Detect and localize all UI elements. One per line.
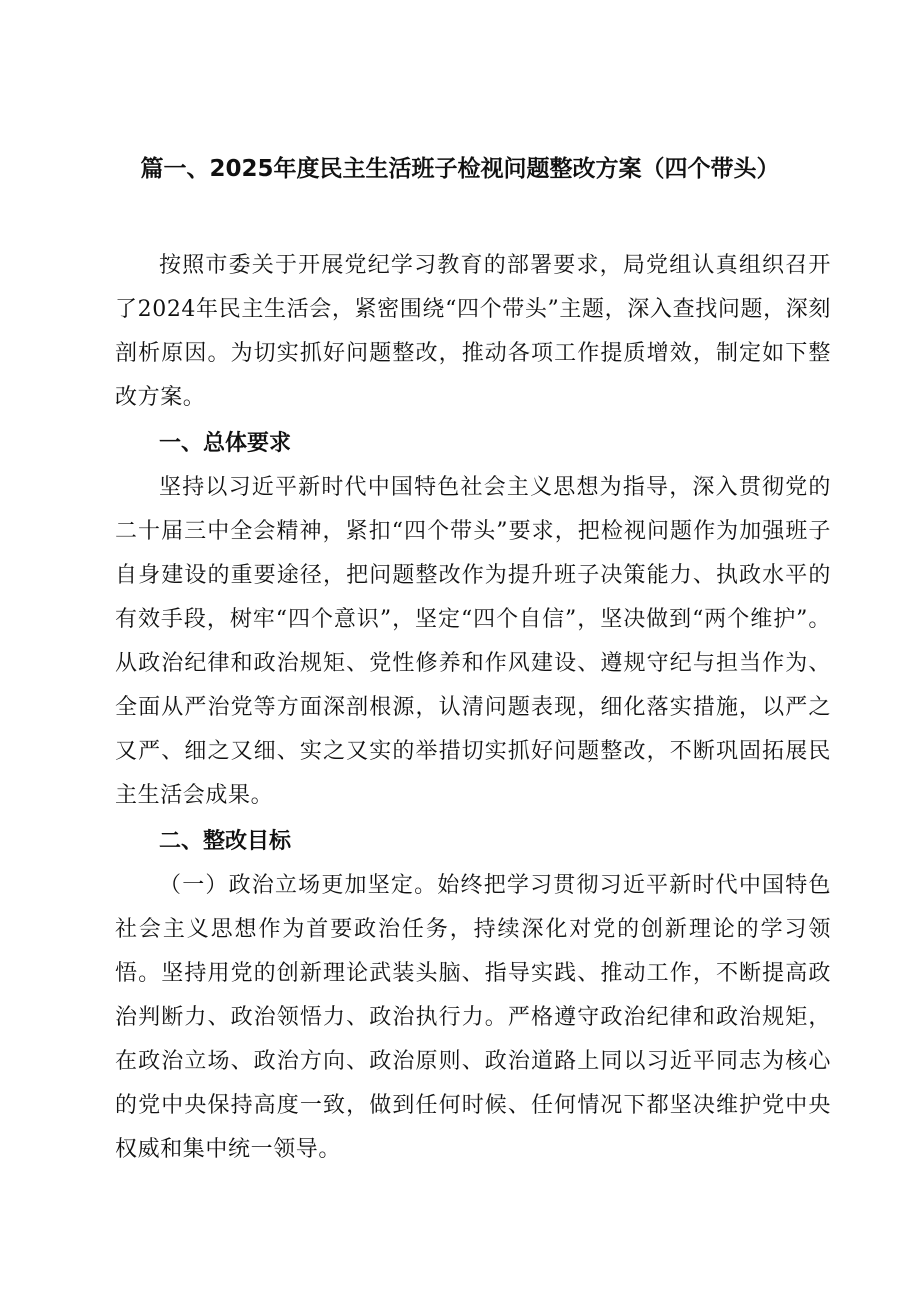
document-body xyxy=(115,244,831,1172)
section-heading-rectification-goals: 二、整改目标 xyxy=(159,829,292,854)
document-title: 篇一、2025年度民主生活班子检视问题整改方案（四个带头） xyxy=(140,156,780,182)
intro-paragraph: 按照市委关于开展党纪学习教育的部署要求，局党组认真组织召开了2024年民主生活会，紧密围绕“四个带头”主题，深入查找问题，深刻剖析原因。为切实抓好问题整改，推动各项工作提质增效，制定如下整改方案。 xyxy=(115,253,831,410)
section-heading-overall-requirements: 一、总体要求 xyxy=(159,431,292,456)
section-paragraph-rectification-goals: （一）政治立场更加坚定。始终把学习贯彻习近平新时代中国特色社会主义思想作为首要政治任务，持续深化对党的创新理论的学习领悟。坚持用党的创新理论武装头脑、指导实践、推动工作，不断提高政治判断力、政治领悟力、政治执行力。严格遵守政治纪律和政治规矩，在政治立场、政治方向、政治原则、政治道路上同以习近平同志为核心的党中央保持高度一致，做到任何时候、任何情况下都坚决维护党中央权威和集中统一领导。 xyxy=(115,873,831,1162)
section-paragraph-overall-requirements: 坚持以习近平新时代中国特色社会主义思想为指导，深入贯彻党的二十届三中全会精神，紧扣“四个带头”要求，把检视问题作为加强班子自身建设的重要途径，把问题整改作为提升班子决策能力、执政水平的有效手段，树牢“四个意识”，坚定“四个自信”，坚决做到“两个维护”。从政治纪律和政治规矩、党性修养和作风建设、遵规守纪与担当作为、全面从严治党等方面深剖根源，认清问题表现，细化落实措施，以严之又严、细之又细、实之又实的举措切实抓好问题整改，不断巩固拓展民主生活会成果。 xyxy=(115,475,831,808)
